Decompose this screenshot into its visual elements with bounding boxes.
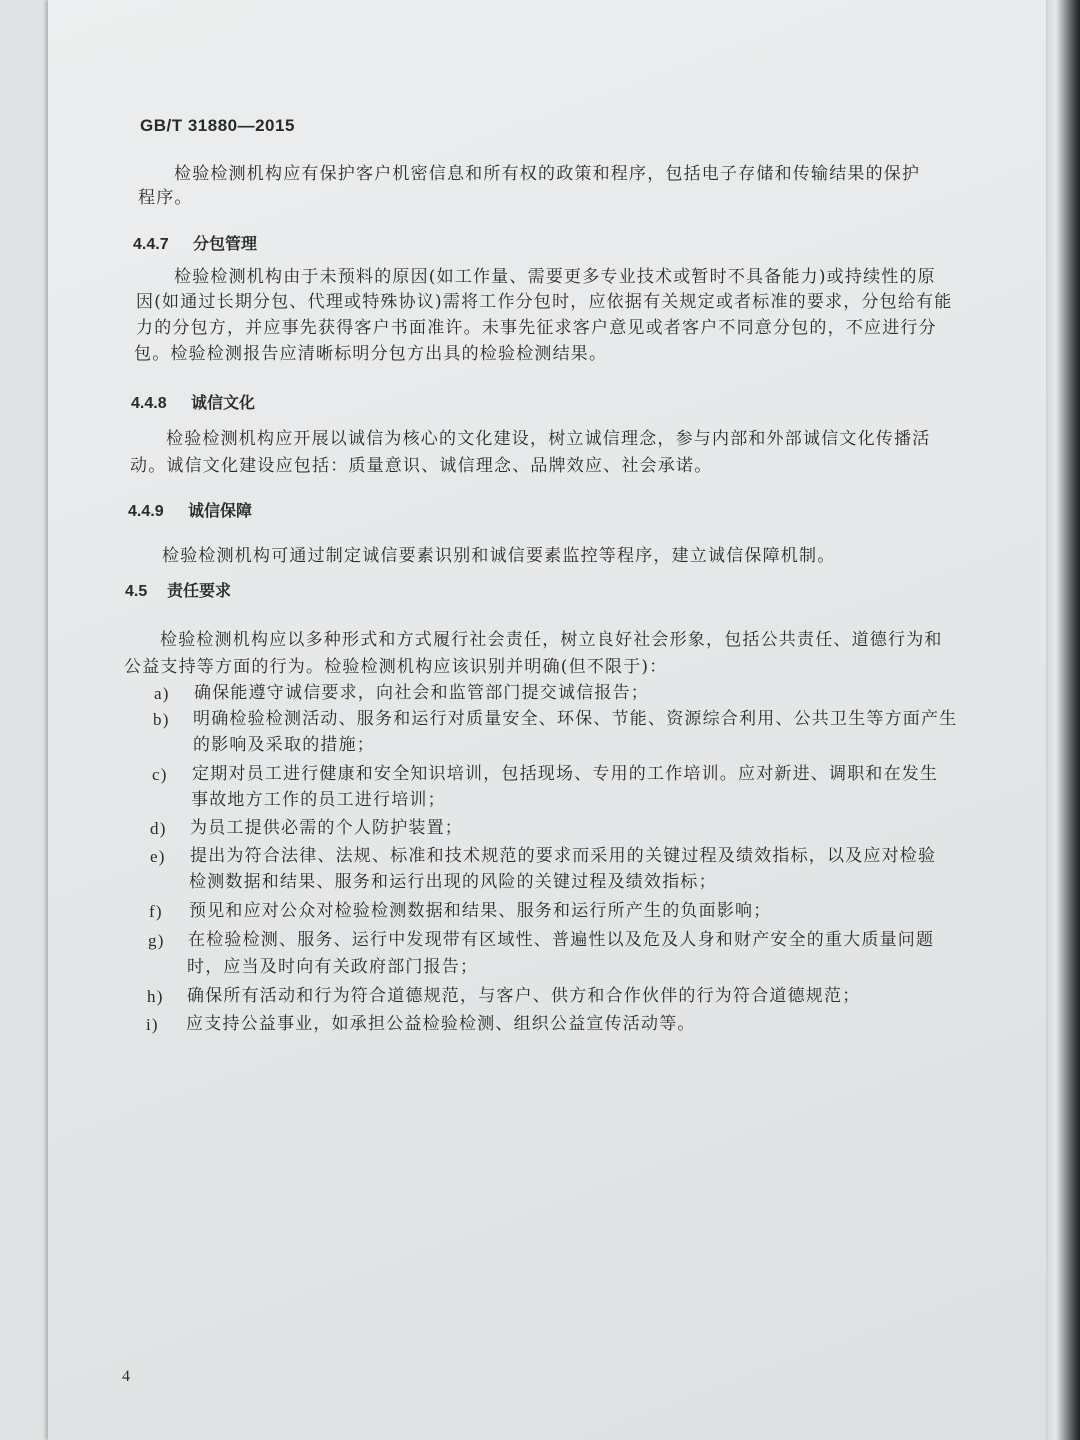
section-title: 诚信文化 — [191, 393, 256, 412]
list-marker: h) — [147, 987, 164, 1006]
document-code: GB/T 31880—2015 — [140, 116, 295, 135]
list-item-f — [149, 898, 772, 925]
list-item-b — [153, 706, 958, 733]
list-marker: e) — [150, 847, 166, 866]
paragraph-line: 力的分包方，并应事先获得客户书面准许。未事先征求客户意见或者客户不同意分包的，不应进行分 — [136, 318, 937, 338]
section-number: 4.5 — [125, 583, 148, 600]
section-number: 4.4.9 — [128, 503, 164, 520]
book-edge — [1040, 0, 1080, 1440]
intro-line-1: 检验检测机构应有保护客户机密信息和所有权的政策和程序，包括电子存储和传输结果的保护 — [174, 164, 921, 184]
section-heading-449 — [128, 498, 252, 521]
intro-line-2: 程序。 — [138, 188, 193, 208]
list-item-d — [150, 815, 463, 842]
paragraph-line: 因(如通过长期分包、代理或特殊协议)需将工作分包时，应依据有关规定或者标准的要求，分包给有能 — [136, 292, 953, 312]
list-item-i — [146, 1011, 696, 1038]
section-title: 责任要求 — [167, 581, 232, 600]
list-item-h — [147, 983, 861, 1010]
list-item-text: 确保所有活动和行为符合道德规范，与客户、供方和合作伙伴的行为符合道德规范； — [187, 986, 861, 1006]
list-item-text: 在检验检测、服务、运行中发现带有区域性、普遍性以及危及人身和财产安全的重大质量问题 — [188, 930, 935, 950]
section-number: 4.4.7 — [133, 236, 169, 253]
paragraph-line: 检验检测机构由于未预料的原因(如工作量、需要更多专业技术或暂时不具备能力)或持续性的原 — [174, 267, 936, 287]
list-item-a — [154, 680, 649, 707]
page-number: 4 — [122, 1368, 130, 1385]
list-item-text: 明确检验检测活动、服务和运行对质量安全、环保、节能、资源综合利用、公共卫生等方面产生 — [193, 709, 958, 729]
section-heading-448 — [131, 390, 255, 413]
paragraph-line: 检验检测机构应以多种形式和方式履行社会责任，树立良好社会形象，包括公共责任、道德行为和 — [160, 630, 943, 650]
list-item-text: 为员工提供必需的个人防护装置； — [190, 818, 463, 838]
list-item-b-cont: 的影响及采取的措施； — [193, 735, 375, 755]
paragraph-line: 公益支持等方面的行为。检验检测机构应该识别并明确(但不限于)： — [124, 657, 668, 677]
paragraph-line: 检验检测机构可通过制定诚信要素识别和诚信要素监控等程序，建立诚信保障机制。 — [162, 546, 836, 566]
list-item-text: 应支持公益事业，如承担公益检验检测、组织公益宣传活动等。 — [186, 1014, 696, 1034]
section-number: 4.4.8 — [131, 395, 167, 412]
list-marker: i) — [146, 1015, 159, 1034]
list-item-text: 定期对员工进行健康和安全知识培训，包括现场、专用的工作培训。应对新进、调职和在发生 — [192, 764, 939, 784]
list-item-g — [148, 927, 935, 954]
list-marker: a) — [154, 684, 170, 703]
list-marker: d) — [150, 819, 167, 838]
list-marker: b) — [153, 710, 170, 729]
list-marker: f) — [149, 902, 163, 921]
list-item-g-cont: 时，应当及时向有关政府部门报告； — [187, 957, 479, 977]
section-heading-447 — [133, 231, 257, 254]
list-item-text: 预见和应对公众对检验检测数据和结果、服务和运行所产生的负面影响； — [189, 901, 772, 921]
paragraph-line: 检验检测机构应开展以诚信为核心的文化建设，树立诚信理念，参与内部和外部诚信文化传播活 — [166, 429, 931, 449]
list-item-c-cont: 事故地方工作的员工进行培训； — [191, 790, 446, 810]
list-item-e-cont: 检测数据和结果、服务和运行出现的风险的关键过程及绩效指标； — [189, 872, 717, 892]
list-item-e — [150, 843, 937, 870]
paragraph-line: 动。诚信文化建设应包括：质量意识、诚信理念、品牌效应、社会承诺。 — [130, 456, 713, 476]
list-item-text: 提出为符合法律、法规、标准和技术规范的要求而采用的关键过程及绩效指标，以及应对检验 — [190, 846, 937, 866]
list-item-text: 确保能遵守诚信要求，向社会和监管部门提交诚信报告； — [194, 683, 649, 703]
section-title: 分包管理 — [193, 234, 258, 253]
paragraph-line: 包。检验检测报告应清晰标明分包方出具的检验检测结果。 — [134, 344, 608, 364]
list-marker: g) — [148, 931, 165, 950]
list-item-c — [152, 761, 939, 788]
section-heading-45 — [125, 578, 231, 601]
section-title: 诚信保障 — [188, 501, 253, 520]
list-marker: c) — [152, 765, 168, 784]
